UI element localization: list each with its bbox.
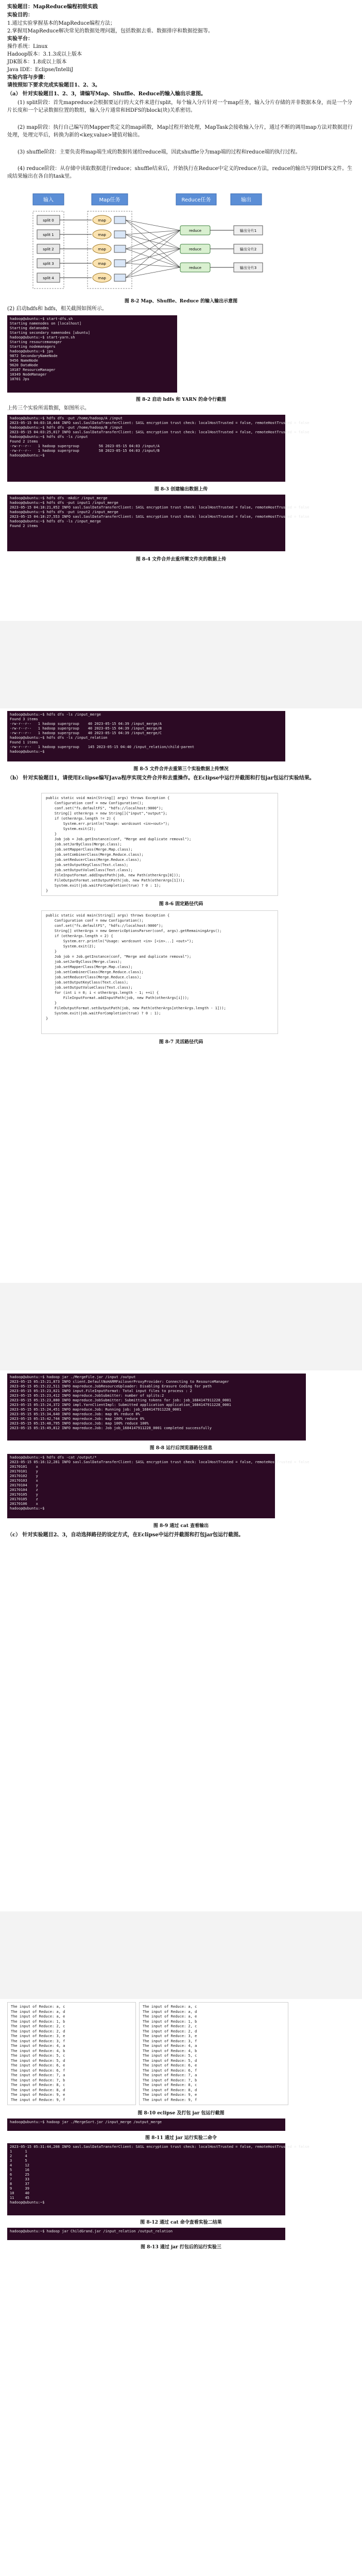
page-4 — [0, 1999, 362, 2576]
task1-p1: (1) split阶段：首先mapreduce会根据要运行的大文件来进行split，每个输入分片针对一个map任务，输入分片存储的并非数据本身，而是一个分片长度和一个记录数据位置的数组，输入分片通常和HDFS的block(块)关系密切。 — [7, 100, 352, 113]
console-right: The input of Reduce: a, c The input of Reduce: a, d The input of Reduce: a, e The input of Reduce: 1, b The input of Reduce: 2, c The input of Reduce: 2, d The input of Reduce: 3, e The input of Reduce: 3, f The input of Reduce: 4, a The input of Reduce: 4, b The input of Reduce: 5, c The input of Reduce: 5, d The input of Reduce: 6, e The input of Reduce: 6, f The input of Reduce: 7, a The input of Reduce: 7, b The input of Reduce: 8, c The input of Reduce: 8, d The input of Reduce: 9, e The input of Reduce: 9, f — [139, 2002, 288, 2105]
env-1: 操作系统：Linux — [7, 44, 48, 49]
page-1 — [0, 0, 362, 621]
split-3: split 3 — [43, 262, 54, 266]
task1-p4: (4) reduce阶段：从存储中读取数据进行reduce；shuffle结束后，开始执行在Reduce中定义的reduce方法，reduce的输出写到HDFS文件。生成结果输出在各自的task里。 — [7, 166, 353, 179]
figure-caption-11: 图 8-11 通过 jar 运行实验二命令 — [145, 2136, 217, 2141]
diagram-reduce-label: Reduce任务 — [181, 197, 211, 203]
doc-title: 实验题目：MapReduce编程初级实践 — [7, 4, 98, 10]
diagram-input-label: 输入 — [43, 197, 54, 203]
map-4: map — [98, 276, 106, 280]
step-intro: 上传三个实验所需数据，如图所示。 — [7, 405, 90, 411]
split-2: split 2 — [43, 247, 54, 251]
map-1: map — [98, 233, 106, 237]
output-2: 输出分片3 — [239, 266, 257, 270]
purpose-2: 2.掌握用MapReduce解决常见的数据处理问题，包括数据去重、数据排序和数据挖掘等。 — [7, 28, 213, 34]
page-gap-3 — [0, 1911, 362, 1999]
map-3: map — [98, 262, 106, 266]
terminal-upload-third: hadoop@ubuntu:~$ hdfs dfs -ls /input_merge Found 3 items -rw-r--r-- 1 hadoop supergroup 40 2023-05-15 04:39 /input_merge/A -rw-r--r-- 1 hadoop supergroup 40 2023-05-15 04:39 /input_merge/B -rw-r--r-- 1 hadoop supergroup 40 2023-05-15 04:39 /input_merge/C hadoop@ubuntu:~$ hdfs dfs -ls /input_relation Found 1 items -rw-r--r-- 1 hadoop supergroup 145 2023-05-15 04:40 /input_relation/child-parent hadoop@ubuntu:~$ — [7, 711, 285, 761]
figure-caption-12: 图 8-12 通过 cat 命令查看实验二结果 — [140, 2220, 222, 2225]
map-2: map — [98, 247, 106, 251]
split-4: split 4 — [43, 276, 54, 280]
terminal-start-hadoop: hadoop@ubuntu:~$ start-dfs.sh Starting namenodes on [localhost] Starting datanodes Starting secondary namenodes [ubuntu] hadoop@ubuntu:~$ start-yarn.sh Starting resourcemanager Starting nodemanagers hadoop@ubuntu:~$ jps 9872 SecondaryNameNode 9456 NameNode 9620 DataNode 10187 ResourceManager 10349 NodeManager 10701 Jps — [7, 315, 177, 393]
task1-p5: (2) 启动hdfs和 hdfs，相关截图如图所示。 — [7, 306, 107, 312]
content-intro: 请按照如下要求完成实验题目1、2、3。 — [7, 82, 100, 88]
purpose-heading: 实验目的： — [7, 12, 33, 18]
figure-caption-4: 图 8-4 文件合并去重所需文件夹的数据上传 — [135, 557, 227, 562]
figure-caption-13: 图 8-13 通过 jar 打包后的运行实验三 — [141, 2245, 221, 2250]
terminal-run-merge: hadoop@ubuntu:~$ hadoop jar ./MergeFile.jar /input /output 2023-05-15 05:15:21,873 INFO client.DefaultNoHARMFailoverProxyProvider: Connecting to ResourceManager 2023-05-15 05:15:22,511 INFO mapreduce.JobResourceUploader: Disabling Erasure Coding for path 2023-05-15 05:15:23,021 INFO input.FileInputFormat: Total input files to process : 2 2023-05-15 05:15:23,412 INFO mapreduce.JobSubmitter: number of splits:2 2023-05-15 05:15:23,880 INFO mapreduce.JobSubmitter: Submitting tokens for job: job_1684147911228_0001 2023-05-15 05:15:24,372 INFO impl.YarnClientImpl: Submitted application application_1684147911228_0001 2023-05-15 05:15:24,451 INFO mapreduce.Job: Running job: job_1684147911228_0001 2023-05-15 05:15:34,640 INFO mapreduce.Job: map 0% reduce 0% 2023-05-15 05:15:42,744 INFO mapreduce.Job: map 100% reduce 0% 2023-05-15 05:15:48,795 INFO mapreduce.Job: map 100% reduce 100% 2023-05-15 05:15:49,812 INFO mapreduce.Job: Job job_1684147911228_0001 completed successfully — [7, 1374, 306, 1440]
figure-caption-2: 图 8-2 启动 hdfs 和 YARN 的命令行截图 — [135, 397, 227, 402]
task1-heading: （a） 针对实验题目1、2、3，请编写Map、Shuffle、Reduce的输入输出示意图。 — [7, 91, 206, 97]
figure-caption-7: 图 8-7 灵活路径代码 — [159, 1040, 203, 1045]
task1-p2: (2) map阶段：执行自己编写的Mapper类定义的map函数，Map过程开始处理，MapTask会接收输入分片，通过不断的调用map方法对数据进行处理，处理完毕后，转换为新的<key,value>键值对输出。 — [7, 125, 353, 138]
terminal-cat-output: hadoop@ubuntu:~$ hdfs dfs -cat /output/* 2023-05-15 05:16:12,281 INFO sasl.SaslDataTransferClient: SASL encryption trust check: localHostTrusted = false, remoteHostTrusted = false 20170101 x 20170101 y 20170102 y 20170103 x 20170104 y 20170104 z 20170105 y 20170105 z 20170106 x hadoop@ubuntu:~$ — [7, 1454, 275, 1518]
terminal-run-sort: hadoop@ubuntu:~$ hadoop jar ./MergeSort.jar /input_merge /output_merge — [7, 2119, 285, 2131]
reduce-1: reduce — [188, 247, 202, 251]
task1-p3: (3) shuffle阶段：主要负责将map端生成的数据传递给reduce端，因此shuffle分为map端的过程和reduce端的执行过程。 — [18, 149, 301, 155]
console-left: The input of Reduce: a, c The input of Reduce: a, d The input of Reduce: a, e The input of Reduce: 1, b The input of Reduce: 2, c The input of Reduce: 2, d The input of Reduce: 3, e The input of Reduce: 3, f The input of Reduce: 4, a The input of Reduce: 4, b The input of Reduce: 5, c The input of Reduce: 5, d The input of Reduce: 6, e The input of Reduce: 6, f The input of Reduce: 7, a The input of Reduce: 7, b The input of Reduce: 8, c The input of Reduce: 8, d The input of Reduce: 9, e The input of Reduce: 9, f — [7, 2002, 136, 2105]
output-0: 输出分片1 — [239, 229, 257, 233]
terminal-run-relation: hadoop@ubuntu:~$ hadoop jar ChildGrand.jar /input_relation /output_relation — [7, 2228, 285, 2240]
diagram-splits — [37, 215, 60, 282]
figure-caption-1: 图 8-2 Map、Shuffle、Reduce 的输入输出示意图 — [124, 299, 238, 304]
diagram-outputs — [234, 226, 263, 272]
page-3 — [0, 1370, 362, 1911]
diagram-shuffle-lines — [126, 220, 180, 278]
map-0: map — [98, 218, 106, 223]
split-0: split 0 — [43, 218, 54, 223]
code-fixed-path: public static void main(String[] args) throws Exception { Configuration conf = new Configuration(); conf.set("fs.defaultFS", "hdfs://localhost:9000"); String[] otherArgs = new String[]{"input","output"}; if (otherArgs.length != 2) { System.err.println("Usage: wordcount <in><out>"); System.exit(2); } Job job = Job.getInstance(conf, "Merge and duplicate removal"); job.setJarByClass(Merge.class); job.setMapperClass(Merge.Map.class); job.setCombinerClass(Merge.Reduce.class); job.setReducerClass(Merge.Reduce.class); job.setOutputKeyClass(Text.class); job.setOutputValueClass(Text.class); FileInputFormat.addInputPath(job, new Path(otherArgs[0])); FileOutputFormat.setOutputPath(job, new Path(otherArgs[1])); System.exit(job.waitForCompletion(true) ? 0 : 1); } — [41, 793, 278, 896]
env-4: Java IDE：Eclipse/IntelliJ — [7, 67, 74, 73]
reduce-0: reduce — [188, 229, 202, 233]
task2-heading: （b） 针对实验题目1，请使用Eclipse编写Java程序实现文件合并和去重操作。在Eclipse中运行并截图和打包jar包运行实验结果。 — [7, 775, 315, 781]
figure-caption-8: 图 8-8 运行后浏览器路径信息 — [149, 1446, 213, 1451]
page-gap-1 — [0, 621, 362, 708]
diagram-partitions — [114, 216, 126, 281]
figure-caption-10: 图 8-10 eclipse 及打包 jar 包运行截图 — [137, 2111, 225, 2116]
diagram-reduces — [180, 226, 210, 272]
env-2: Hadoop版本：3.1.3或以上版本 — [7, 52, 82, 57]
diagram-output-label: 输出 — [241, 197, 251, 203]
diagram-maps — [93, 215, 111, 282]
figure-caption-6: 图 8-6 固定路径代码 — [159, 902, 203, 907]
reduce-2: reduce — [188, 266, 202, 270]
env-heading: 实验平台： — [7, 36, 33, 42]
env-3: JDK版本：1.8或以上版本 — [7, 59, 67, 65]
diagram-map-label: Map任务 — [99, 197, 120, 203]
purpose-1: 1.通过实验掌握基本的MapReduce编程方法； — [7, 21, 115, 26]
figure-caption-3: 图 8-3 创建输出数据上传 — [154, 487, 208, 492]
content-heading: 实验内容与步骤： — [7, 75, 48, 80]
code-flexible-path: public static void main(String[] args) throws Exception { Configuration conf = new Configuration(); conf.set("fs.defaultFS", "hdfs://localhost:9000"); String[] otherArgs = new GenericOptionsParser(conf, args).getRemainingArgs(); if (otherArgs.length < 2) { System.err.println("Usage: wordcount <in> [<in>...] <out>"); System.exit(2); } Job job = Job.getInstance(conf, "Merge and duplicate removal"); job.setJarByClass(Merge.class); job.setMapperClass(Merge.Map.class); job.setCombinerClass(Merge.Reduce.class); job.setReducerClass(Merge.Reduce.class); job.setOutputKeyClass(Text.class); job.setOutputValueClass(Text.class); for (int i = 0; i < otherArgs.length - 1; ++i) { FileInputFormat.addInputPath(job, new Path(otherArgs[i])); } FileOutputFormat.setOutputPath(job, new Path(otherArgs[otherArgs.length - 1])); System.exit(job.waitForCompletion(true) ? 0 : 1); } — [41, 910, 278, 1034]
figure-caption-9: 图 8-9 通过 cat 查看输出 — [153, 1523, 209, 1529]
task3-heading: （c） 针对实验题目2、3，自动选择路径的设定方式，在Eclipse中运行并截图和打包jar包运行截图。 — [7, 1532, 244, 1538]
mapreduce-diagram — [31, 192, 268, 295]
page-2 — [0, 708, 362, 1283]
split-1: split 1 — [43, 233, 54, 237]
terminal-upload-input: hadoop@ubuntu:~$ hdfs dfs -put /home/hadoop/A /input 2023-05-15 04:03:18,444 INFO sasl.SaslDataTransferClient: SASL encryption trust check: localHostTrusted = false, remoteHostTrusted = false hadoop@ubuntu:~$ hdfs dfs -put /home/hadoop/B /input 2023-05-15 04:03:25,017 INFO sasl.SaslDataTransferClient: SASL encryption trust check: localHostTrusted = false, remoteHostTrusted = false hadoop@ubuntu:~$ hdfs dfs -ls /input Found 2 items -rw-r--r-- 1 hadoop supergroup 56 2023-05-15 04:03 /input/A -rw-r--r-- 1 hadoop supergroup 58 2023-05-15 04:03 /input/B hadoop@ubuntu:~$ — [7, 415, 285, 482]
output-1: 输出分片2 — [239, 247, 257, 251]
page-gap-2 — [0, 1283, 362, 1370]
terminal-cat-sort: 2023-05-15 05:31:44,208 INFO sasl.SaslDataTransferClient: SASL encryption trust check: localHostTrusted = false, remoteHostTrusted = false 1 1 2 4 3 5 4 12 5 16 6 25 7 33 8 37 9 39 10 40 11 45 hadoop@ubuntu:~$ — [7, 2143, 285, 2215]
terminal-upload-merge: hadoop@ubuntu:~$ hdfs dfs -mkdir /input_merge hadoop@ubuntu:~$ hdfs dfs -put input1 /input_merge 2023-05-15 04:18:21,052 INFO sasl.SaslDataTransferClient: SASL encryption trust check: localHostTrusted = false, remoteHostTrusted = false hadoop@ubuntu:~$ hdfs dfs -put input2 /input_merge 2023-05-15 04:18:27,553 INFO sasl.SaslDataTransferClient: SASL encryption trust check: localHostTrusted = false, remoteHostTrusted = false hadoop@ubuntu:~$ hdfs dfs -ls /input_merge Found 2 items — [7, 495, 285, 551]
figure-caption-5: 图 8-5 文件合并去重第三个实验数据上传情况 — [133, 767, 229, 772]
